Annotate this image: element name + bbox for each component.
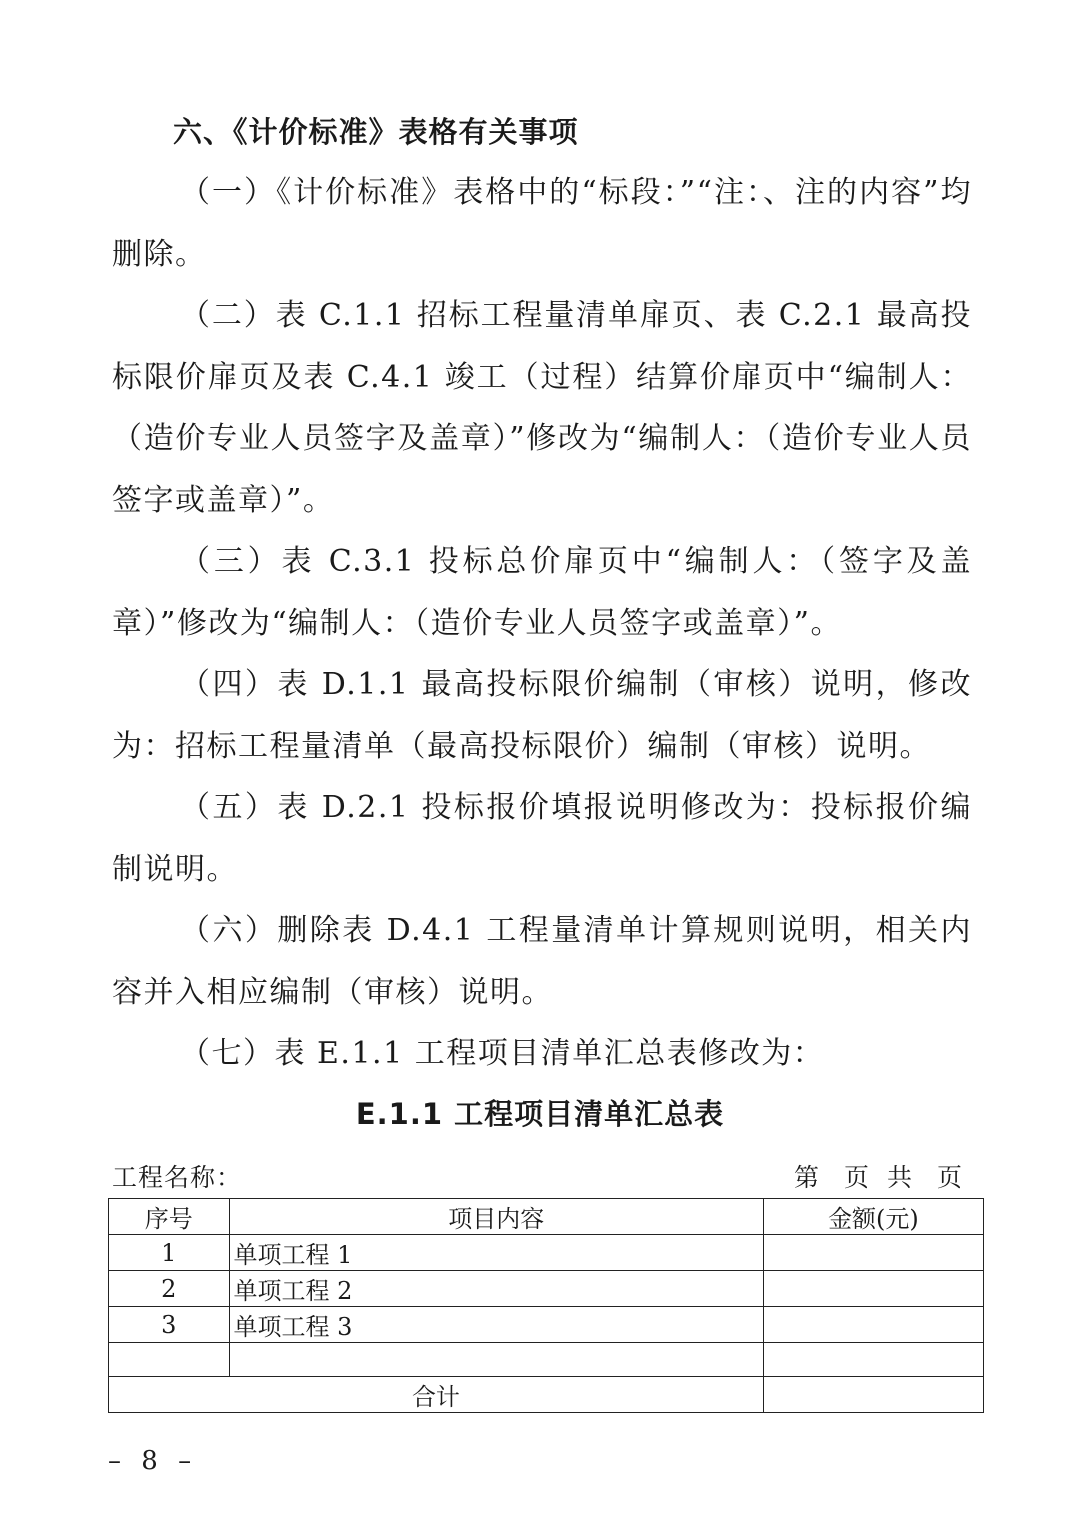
table-row <box>109 1235 984 1271</box>
row-no: 3 <box>109 1307 230 1343</box>
row-amount <box>763 1307 983 1343</box>
project-summary-table <box>108 1198 984 1413</box>
table-row <box>109 1271 984 1307</box>
page-number: – 8 – <box>108 1446 198 1476</box>
row-amount <box>763 1235 983 1271</box>
row-content <box>229 1343 763 1377</box>
table-row <box>109 1343 984 1377</box>
page-count-label: 第 页 共 页 <box>794 1163 962 1192</box>
table-total-row <box>109 1377 984 1413</box>
header-content: 项目内容 <box>229 1199 763 1235</box>
row-no: 1 <box>109 1235 230 1271</box>
row-no <box>109 1343 230 1377</box>
paragraph-1: （一）《计价标准》表格中的“标段：”“注：、注的内容”均删除。 <box>112 175 972 272</box>
section-heading: 六、《计价标准》表格有关事项 <box>173 115 579 149</box>
total-amount <box>763 1377 983 1413</box>
table-title: E.1.1 工程项目清单汇总表 <box>355 1097 725 1131</box>
row-content: 单项工程 3 <box>229 1307 763 1343</box>
row-content: 单项工程 2 <box>229 1271 763 1307</box>
table-row <box>109 1307 984 1343</box>
row-no: 2 <box>109 1271 230 1307</box>
paragraph-6: （六）删除表 D.4.1 工程量清单计算规则说明，相关内容并入相应编制（审核）说明。 <box>112 913 972 1010</box>
total-label: 合计 <box>109 1377 764 1413</box>
paragraph-7: （七）表 E.1.1 工程项目清单汇总表修改为： <box>180 1036 825 1071</box>
paragraph-5: （五）表 D.2.1 投标报价填报说明修改为：投标报价编制说明。 <box>112 790 972 887</box>
paragraph-4: （四）表 D.1.1 最高投标限价编制（审核）说明，修改为：招标工程量清单（最高投标限价）编制（审核）说明。 <box>112 667 972 764</box>
header-no: 序号 <box>109 1199 230 1235</box>
row-content: 单项工程 1 <box>229 1235 763 1271</box>
header-amount: 金额(元) <box>763 1199 983 1235</box>
row-amount <box>763 1271 983 1307</box>
row-amount <box>763 1343 983 1377</box>
paragraph-2: （二）表 C.1.1 招标工程量清单扉页、表 C.2.1 最高投标限价扉页及表 C.4.1 竣工（过程）结算价扉页中“编制人：（造价专业人员签字及盖章）”修改为“编制人：（造价专业人员签字或盖章）”。 <box>112 298 972 518</box>
table-header-row <box>109 1199 984 1235</box>
paragraph-3: （三）表 C.3.1 投标总价扉页中“编制人：（签字及盖章）”修改为“编制人：（造价专业人员签字或盖章）”。 <box>112 544 972 641</box>
project-name-label: 工程名称： <box>112 1163 243 1192</box>
